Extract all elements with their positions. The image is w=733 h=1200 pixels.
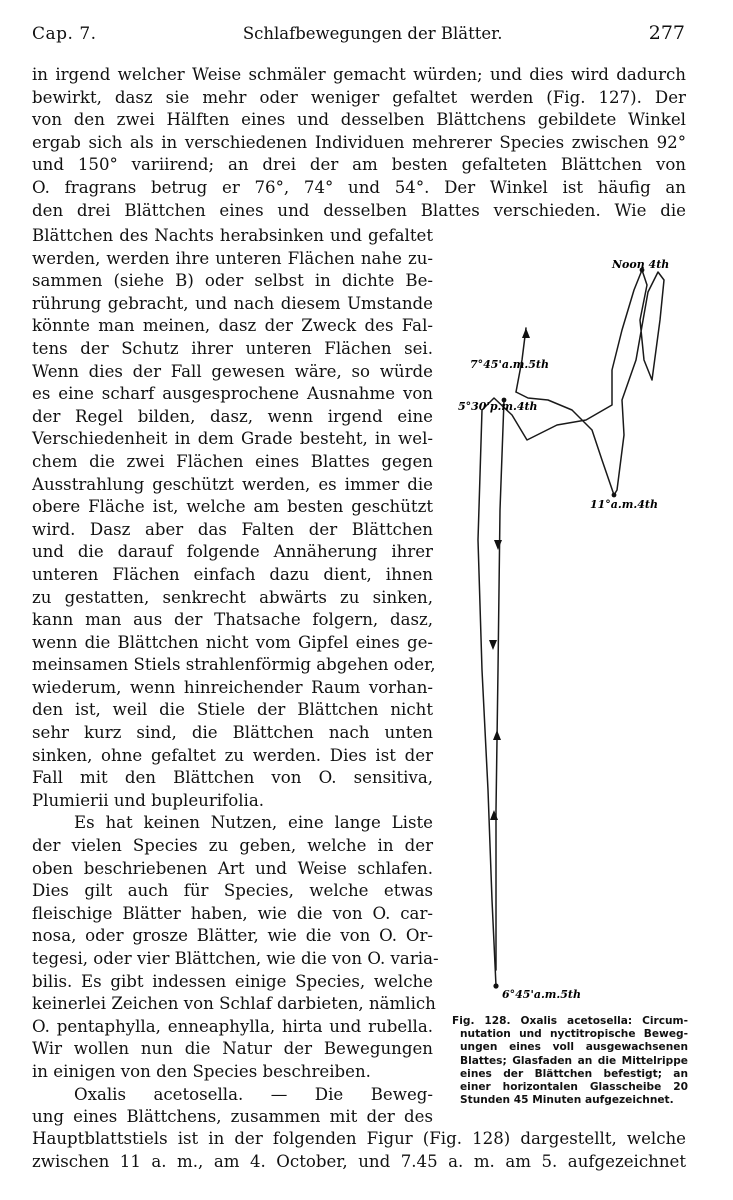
circumnutation-tracing-figure [452,250,684,1010]
caption-line: Blattes; Glasfaden an die Mittelrippe [460,1054,688,1067]
text-line: oben beschriebenen Art und Weise schlafen. [32,858,433,878]
text-line: sehr kurz sind, die Blättchen nach unten [32,723,433,743]
text-line: und 150° variirend; an drei der am besten gefalteten Blättchen von [32,155,686,175]
body-text-column [32,225,439,1129]
text-line: tegesi, oder vier Blättchen, wie die von O. varia- [32,949,439,968]
tracing-path-descent [496,400,504,970]
text-line: und die darauf folgende Annäherung ihrer [32,542,433,562]
text-line: Dies gilt auch für Species, welche etwas [32,881,433,901]
label-745am: 7°45'a.m.5th [470,358,549,371]
text-line: fleischige Blätter haben, wie die von O. car- [32,903,433,923]
direction-arrow [494,540,502,550]
text-line: O. pentaphylla, enneaphylla, hirta und rubella. [32,1016,433,1036]
running-header [32,22,685,52]
text-line: bewirkt, dasz sie mehr oder weniger gefaltet werden (Fig. 127). Der [32,87,686,107]
text-line: chem die zwei Flächen eines Blattes gegen [32,451,433,471]
label-noon: Noon 4th [612,258,670,271]
direction-arrow [493,730,501,740]
text-line: den drei Blättchen eines und desselben Blattes verschieden. Wie die [32,200,686,220]
text-line: ung eines Blättchens, zusammen mit der des [32,1107,433,1127]
chapter-label: Cap. 7. [32,24,97,44]
caption-line: nutation und nyctitropische Beweg- [460,1028,688,1041]
page-number: 277 [648,22,685,44]
text-line: nosa, oder grosze Blätter, wie die von O. Or- [32,926,433,946]
text-line: zwischen 11 a. m., am 4. October, und 7.45 a. m. am 5. aufgezeichnet [32,1151,686,1171]
trace-dot [612,493,617,498]
text-line: sammen (siehe B) oder selbst in dichte Be- [32,271,433,291]
text-line: in einigen von den Species beschreiben. [32,1061,371,1081]
caption-line: eines der Blättchen befestigt; an [460,1067,688,1080]
direction-arrow [489,640,497,650]
text-line: Es hat keinen Nutzen, eine lange Liste [74,813,433,833]
text-line: Oxalis acetosella. — Die Beweg- [74,1084,433,1104]
running-title: Schlafbewegungen der Blätter. [242,24,503,43]
text-line: wenn die Blättchen nicht vom Gipfel eines ge- [32,632,433,652]
label-11am: 11°a.m.4th [590,498,658,511]
text-line: Wenn dies der Fall gewesen wäre, so würde [32,361,433,381]
text-line: Blättchen des Nachts herabsinken und gefaltet [32,226,433,245]
caption-line: ungen eines voll ausgewachsenen [460,1041,688,1054]
text-line: wird. Dasz aber das Falten der Blättchen [32,519,433,539]
figure-caption [452,1015,688,1107]
text-line: wiederum, wenn hinreichender Raum vorhan- [32,677,433,697]
label-530pm: 5°30'p.m.4th [458,400,538,413]
tracing-path-main [478,270,664,986]
text-line: den ist, weil die Stiele der Blättchen nicht [32,700,433,720]
text-line: tens der Schutz ihrer unteren Flächen sei. [32,338,433,358]
text-line: es eine scharf ausgesprochene Ausnahme von [32,384,433,404]
text-line: Verschiedenheit in dem Grade besteht, in wel- [32,429,433,449]
text-line: Wir wollen nun die Natur der Bewegungen [32,1039,433,1059]
text-line: könnte man meinen, dasz der Zweck des Fal- [32,316,433,336]
text-line: ergab sich als in verschiedenen Individuen mehrerer Species zwischen 92° [32,132,686,152]
text-line: der Regel bilden, dasz, wenn irgend eine [32,406,433,426]
text-line: Ausstrahlung geschützt werden, es immer die [32,474,433,494]
direction-arrow [490,810,498,820]
caption-line: Fig. 128. Oxalis acetosella: Circum- [452,1015,688,1027]
text-line: keinerlei Zeichen von Schlaf darbieten, nämlich [32,994,436,1014]
text-line: meinsamen Stiels strahlenförmig abgehen oder, [32,655,436,675]
text-line: kann man aus der Thatsache folgern, dasz, [32,610,433,630]
text-line: werden, werden ihre unteren Flächen nahe zu- [32,248,433,268]
body-text-top [32,64,686,222]
text-line: der vielen Species zu geben, welche in der [32,836,433,856]
label-645am: 6°45'a.m.5th [502,988,581,1001]
text-line: sinken, ohne gefaltet zu werden. Dies ist der [32,745,433,765]
text-line: zu gestatten, senkrecht abwärts zu sinken, [32,587,433,607]
text-line: rührung gebracht, und nach diesem Umstande [32,293,433,313]
text-line: obere Fläche ist, welche am besten geschützt [32,497,433,517]
text-line: Plumierii und bupleurifolia. [32,790,265,810]
text-line: unteren Flächen einfach dazu dient, ihnen [32,564,433,584]
body-text-bottom [32,1128,686,1173]
text-line: in irgend welcher Weise schmäler gemacht würden; und dies wird dadurch [32,65,686,84]
text-line: O. fragrans betrug er 76°, 74° und 54°. Der Winkel ist häufig an [32,177,686,197]
text-line: von den zwei Hälften eines und desselben Blättchens gebildete Winkel [32,110,686,130]
trace-dot [493,983,498,988]
direction-arrow [522,328,530,338]
caption-line: einer horizontalen Glasscheibe 20 [460,1081,688,1094]
text-line: Fall mit den Blättchen von O. sensitiva, [32,768,433,788]
text-line: bilis. Es gibt indessen einige Species, welche [32,971,433,991]
text-line: Hauptblattstiels ist in der folgenden Figur (Fig. 128) dargestellt, welche [32,1129,686,1148]
caption-line: Stunden 45 Minuten aufgezeichnet. [460,1094,674,1107]
